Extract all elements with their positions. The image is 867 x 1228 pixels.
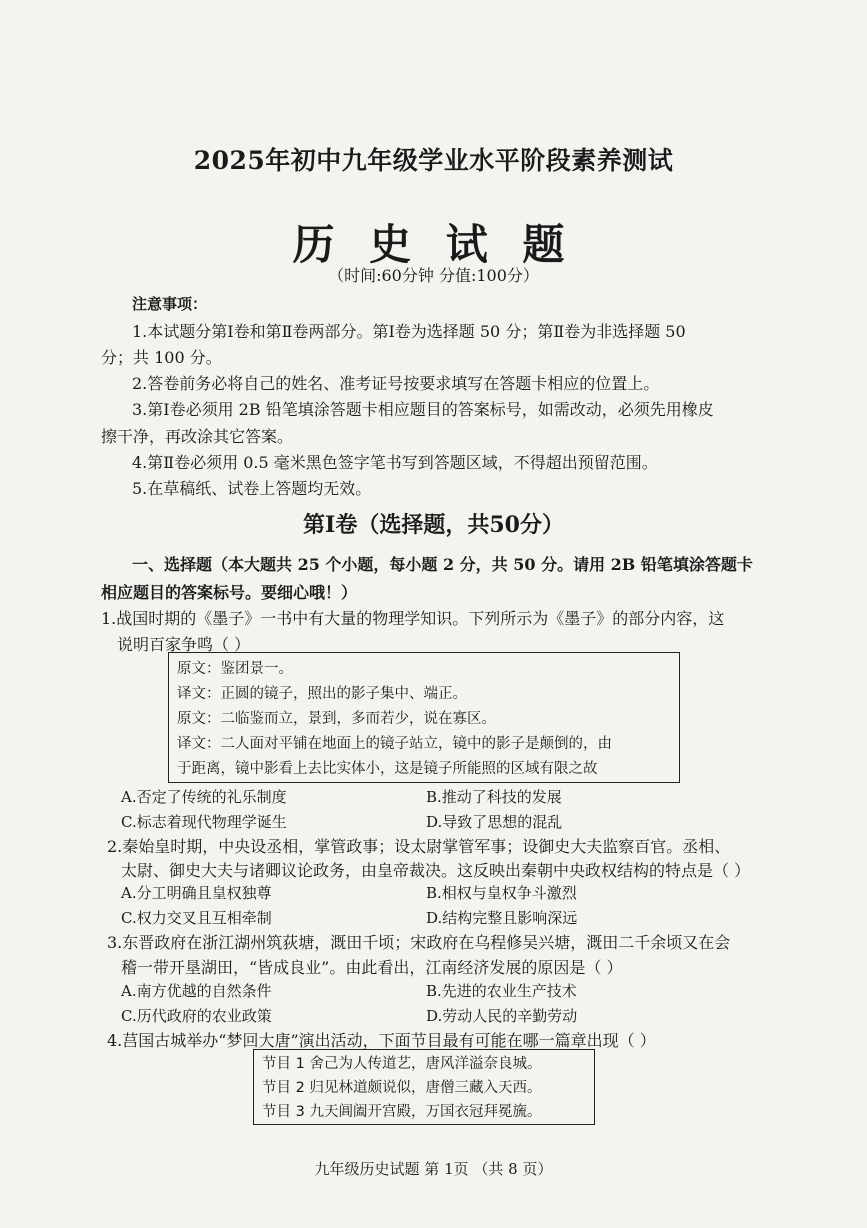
source-line: 原文：二临鉴而立，景到，多而若少，说在寡区。 (177, 711, 496, 727)
program-box (253, 1049, 595, 1125)
source-box (168, 652, 680, 783)
section-title: 第Ⅰ卷（选择题，共50分） (303, 512, 564, 538)
question-stem: 稽一带开垦湖田，“皆成良业”。由此看出，江南经济发展的原因是（ ） (121, 958, 623, 977)
option-a: A.分工明确且皇权独尊 (121, 884, 272, 902)
option-d: D.劳动人民的辛勤劳动 (426, 1007, 578, 1025)
source-line: 原文：鉴团景一。 (177, 661, 293, 677)
source-line: 于距离，镜中影看上去比实体小，这是镜子所能照的区域有限之故 (177, 761, 598, 777)
time-score: （时间:60分钟 分值:100分） (328, 266, 539, 285)
section-instruction: 一、选择题（本大题共 25 个小题，每小题 2 分，共 50 分。请用 2B 铅笔填涂答题卡 (132, 555, 753, 574)
question-stem: 3.东晋政府在浙江湖州筑荻塘，溉田千顷；宋政府在乌程修吴兴塘，溉田二千余顷又在会 (107, 933, 731, 952)
program-line: 节目 1 舍己为人传道艺，唐风洋溢奈良城。 (262, 1056, 542, 1072)
option-a: A.否定了传统的礼乐制度 (121, 788, 287, 806)
option-c: C.标志着现代物理学诞生 (121, 813, 287, 831)
section-instruction: 相应题目的答案标号。要细心哦！） (101, 583, 358, 602)
option-d: D.结构完整且影响深远 (426, 909, 578, 927)
notice-item: 4.第Ⅱ卷必须用 0.5 毫米黑色签字笔书写到答题区域，不得超出预留范围。 (132, 453, 658, 472)
option-b: B.先进的农业生产技术 (426, 982, 577, 1000)
source-line: 译文：正圆的镜子，照出的影子集中、端正。 (177, 686, 467, 702)
notice-item: 2.答卷前务必将自己的姓名、准考证号按要求填写在答题卡相应的位置上。 (132, 374, 660, 393)
subject-title: 历 史 试 题 (292, 220, 575, 269)
question-stem: 4.莒国古城举办“梦回大唐”演出活动，下面节目最有可能在哪一篇章出现（ ） (107, 1031, 656, 1050)
question-stem: 太尉、御史大夫与诸卿议论政务，由皇帝裁决。这反映出秦朝中央政权结构的特点是（ ） (121, 861, 751, 880)
notice-item: 擦干净，再改涂其它答案。 (101, 427, 294, 446)
source-line: 译文：二人面对平铺在地面上的镜子站立，镜中的影子是颠倒的，由 (177, 736, 612, 752)
option-b: B.相权与皇权争斗激烈 (426, 884, 577, 902)
page-footer: 九年级历史试题 第 1页 （共 8 页） (314, 1160, 553, 1178)
notice-item: 分；共 100 分。 (101, 348, 222, 367)
question-stem: 1.战国时期的《墨子》一书中有大量的物理学知识。下列所示为《墨子》的部分内容，这 (101, 609, 725, 628)
exam-title: 2025年初中九年级学业水平阶段素养测试 (193, 146, 674, 175)
program-line: 节目 2 归见林道颇说似，唐僧三藏入天西。 (262, 1080, 542, 1096)
notice-item: 3.第Ⅰ卷必须用 2B 铅笔填涂答题卡相应题目的答案标号，如需改动，必须先用橡皮 (132, 400, 714, 419)
notice-item: 1.本试题分第Ⅰ卷和第Ⅱ卷两部分。第Ⅰ卷为选择题 50 分；第Ⅱ卷为非选择题 50 (132, 322, 686, 341)
notice-item: 5.在草稿纸、试卷上答题均无效。 (132, 479, 372, 498)
option-d: D.导致了思想的混乱 (426, 813, 563, 831)
program-line: 节目 3 九天阊阖开宫殿，万国衣冠拜冕旒。 (262, 1104, 542, 1120)
option-c: C.历代政府的农业政策 (121, 1007, 272, 1025)
option-a: A.南方优越的自然条件 (121, 982, 272, 1000)
option-b: B.推动了科技的发展 (426, 788, 562, 806)
option-c: C.权力交叉且互相牵制 (121, 909, 272, 927)
question-stem: 说明百家争鸣（ ） (117, 635, 251, 654)
notice-heading: 注意事项： (132, 295, 208, 313)
question-stem: 2.秦始皇时期，中央设丞相，掌管政事；设太尉掌管军事；设御史大夫监察百官。丞相、 (107, 837, 731, 856)
